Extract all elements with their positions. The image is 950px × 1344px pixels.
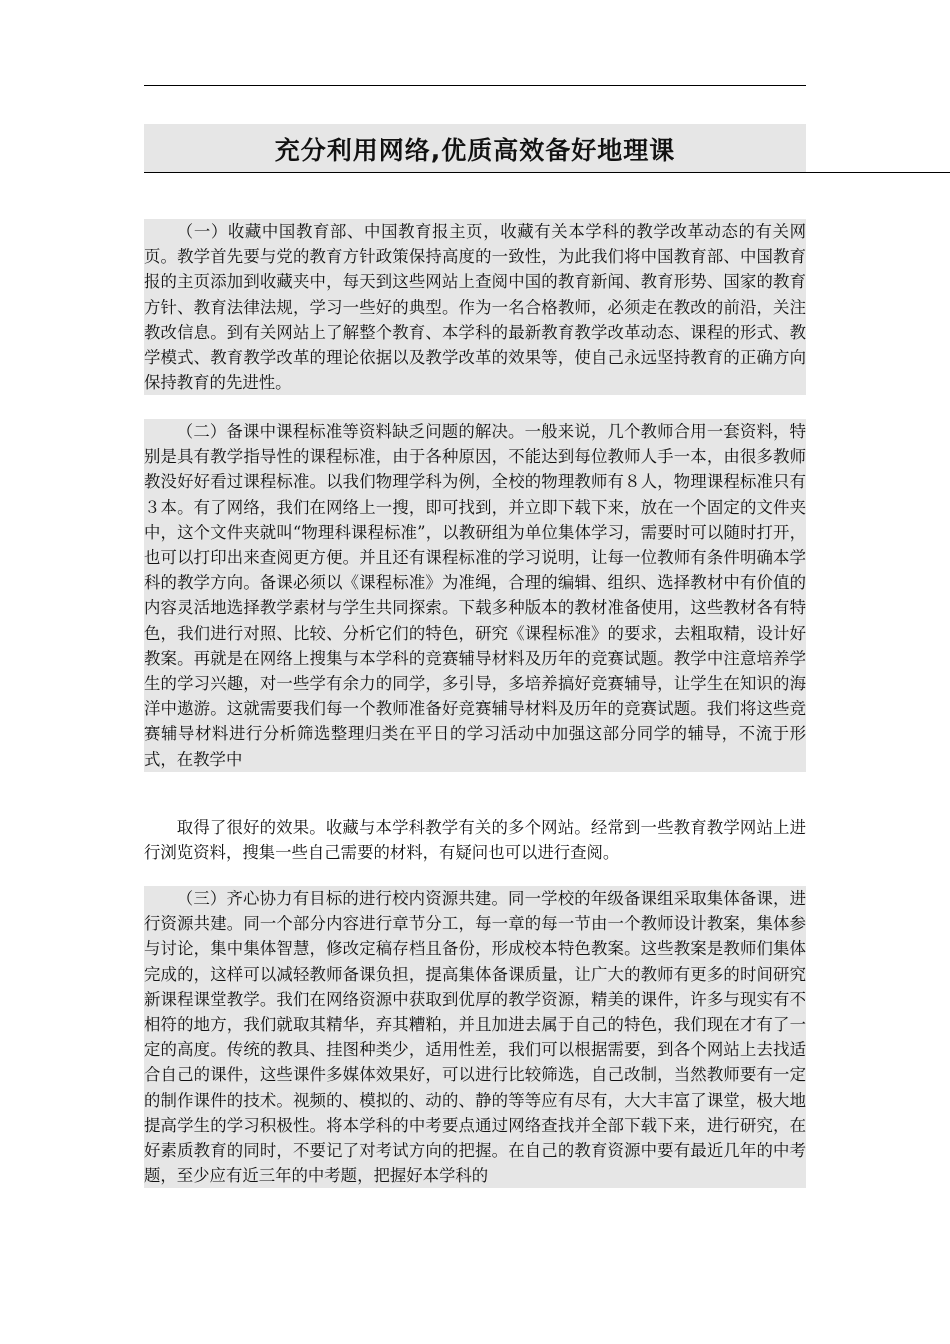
paragraph-1: （一）收藏中国教育部、中国教育报主页，收藏有关本学科的教学改革动态的有关网页。教学首先要与党的教育方针政策保持高度的一致性，为此我们将中国教育部、中国教育报的主页添加到收藏夹中，每天到这些网站上查阅中国的教育新闻、教育形势、国家的教育方针、教育法律法规，学习一些好的典型。作为一名合格教师，必须走在教改的前沿，关注教改信息。到有关网站上了解整个教育、本学科的最新教育教学改革动态、课程的形式、教学模式、教育教学改革的理论依据以及教学改革的效果等，使自己永远坚持教育的正确方向保持教育的先进性。 [144,219,806,395]
page-title: 充分利用网络,优质高效备好地理课 [274,136,676,165]
paragraph-2: （二）备课中课程标准等资料缺乏问题的解决。一般来说，几个教师合用一套资料，特别是具有教学指导性的课程标准，由于各种原因，不能达到每位教师人手一本，由很多教师教没好好看过课程标准。以我们物理学科为例，全校的物理教师有８人，物理课程标准只有３本。有了网络，我们在网络上一搜，即可找到，并立即下载下来，放在一个固定的文件夹中，这个文件夹就叫“物理科课程标准”，以教研组为单位集体学习，需要时可以随时打开，也可以打印出来查阅更方便。并且还有课程标准的学习说明，让每一位教师有条件明确本学科的教学方向。备课必须以《课程标准》为准绳，合理的编辑、组织、选择教材中有价值的内容灵活地选择教学素材与学生共同探索。下载多种版本的教材准备使用，这些教材各有特色，我们进行对照、比较、分析它们的特色，研究《课程标准》的要求，去粗取精，设计好教案。再就是在网络上搜集与本学科的竞赛辅导材料及历年的竞赛试题。教学中注意培养学生的学习兴趣，对一些学有余力的同学，多引导，多培养搞好竞赛辅导，让学生在知识的海洋中遨游。这就需要我们每一个教师准备好竞赛辅导材料及历年的竞赛试题。我们将这些竞赛辅导材料进行分析筛选整理归类在平日的学习活动中加强这部分同学的辅导，不流于形式，在教学中 [144,419,806,772]
paragraph-4: （三）齐心协力有目标的进行校内资源共建。同一学校的年级备课组采取集体备课，进行资源共建。同一个部分内容进行章节分工，每一章的每一节由一个教师设计教案，集体参与讨论，集中集体智慧，修改定稿存档且备份，形成校本特色教案。这些教案是教师们集体完成的，这样可以减轻教师备课负担，提高集体备课质量，让广大的教师有更多的时间研究新课程课堂教学。我们在网络资源中获取到优厚的教学资源，精美的课件，许多与现实有不相符的地方，我们就取其精华，弃其糟粕，并且加进去属于自己的特色，我们现在才有了一定的高度。传统的教具、挂图种类少，适用性差，我们可以根据需要，到各个网站上去找适合自己的课件，这些课件多媒体效果好，可以进行比较筛选，自己改制，当然教师要有一定的制作课件的技术。视频的、模拟的、动的、静的等等应有尽有，大大丰富了课堂，极大地提高学生的学习积极性。将本学科的中考要点通过网络查找并全部下载下来，进行研究，在好素质教育的同时，不要记了对考试方向的把握。在自己的教育资源中要有最近几年的中考题，至少应有近三年的中考题，把握好本学科的 [144,886,806,1188]
title-rule [144,172,950,173]
paragraph-3: 取得了很好的效果。收藏与本学科教学有关的多个网站。经常到一些教育教学网站上进行浏览资料，搜集一些自己需要的材料，有疑问也可以进行查阅。 [144,818,806,863]
top-rule [144,85,806,86]
